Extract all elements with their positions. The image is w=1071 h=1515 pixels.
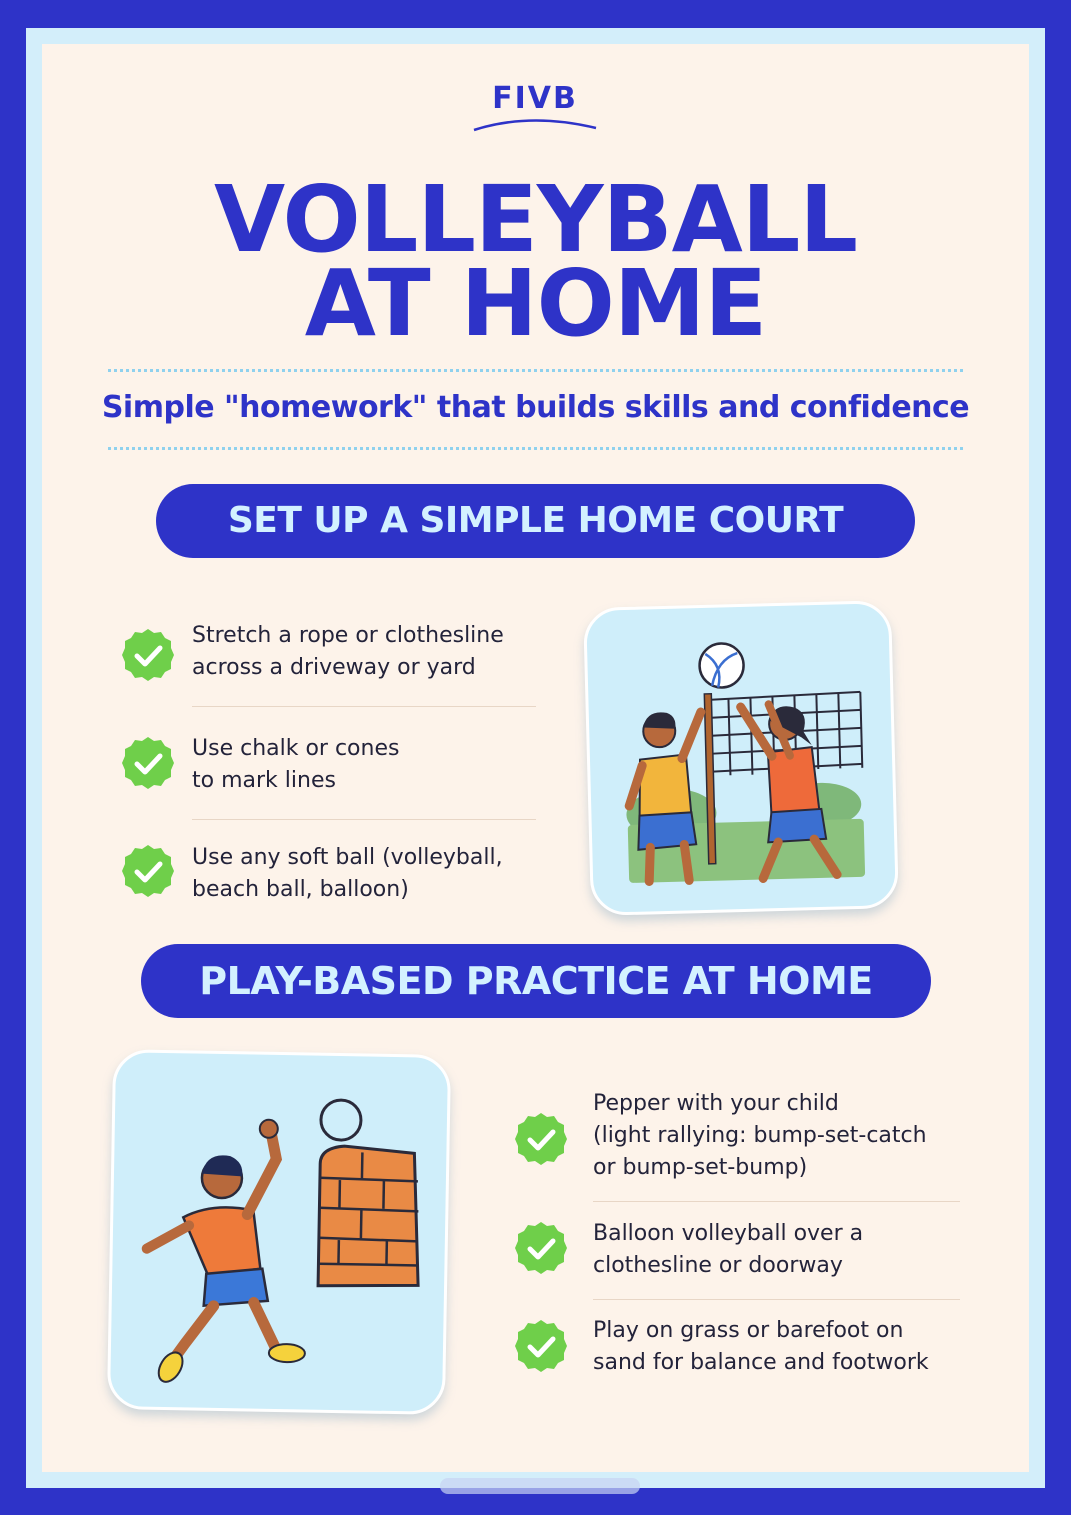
item-text-line: (light rallying: bump-set-catch — [593, 1123, 927, 1148]
section-heading-practice: PLAY-BASED PRACTICE AT HOME — [141, 944, 931, 1018]
check-icon — [120, 627, 176, 683]
check-icon — [513, 1220, 569, 1276]
list-separator — [192, 819, 536, 820]
page-subtitle: Simple "homework" that builds skills and confidence — [101, 390, 970, 425]
item-text-line: sand for balance and footwork — [593, 1350, 929, 1375]
item-text-line: Play on grass or barefoot on — [593, 1318, 904, 1343]
item-text-line: Use any soft ball (volleyball, — [192, 845, 503, 870]
watermark — [440, 1478, 640, 1494]
kid-wall-illustration — [107, 1049, 451, 1415]
list-separator — [593, 1299, 960, 1300]
kid-wall-icon — [110, 1052, 448, 1412]
logo-text: FIVB — [492, 81, 578, 116]
fivb-logo — [470, 82, 600, 134]
divider-bottom — [108, 447, 963, 450]
item-text-line: Balloon volleyball over a — [593, 1221, 864, 1246]
item-text-line: beach ball, balloon) — [192, 877, 409, 902]
item-text-line: Stretch a rope or clothesline — [192, 623, 504, 648]
page-title-line1: VOLLEYBALL — [213, 166, 858, 273]
check-icon — [513, 1318, 569, 1374]
check-icon — [120, 735, 176, 791]
item-text-line: Pepper with your child — [593, 1091, 839, 1116]
item-text-line: to mark lines — [192, 768, 336, 793]
item-text-line: across a driveway or yard — [192, 655, 476, 680]
kids-net-icon — [586, 603, 896, 913]
check-icon — [513, 1111, 569, 1167]
logo-swoosh-icon — [470, 116, 600, 132]
list-separator — [593, 1201, 960, 1202]
section-heading-home-court: SET UP A SIMPLE HOME COURT — [156, 484, 915, 558]
item-text-line: Use chalk or cones — [192, 736, 400, 761]
item-text-line: clothesline or doorway — [593, 1253, 843, 1278]
list-separator — [192, 706, 536, 707]
divider-top — [108, 369, 963, 372]
page-title-line2: AT HOME — [304, 250, 767, 357]
kids-net-illustration — [583, 600, 899, 916]
item-text-line: or bump-set-bump) — [593, 1155, 808, 1180]
check-icon — [120, 843, 176, 899]
